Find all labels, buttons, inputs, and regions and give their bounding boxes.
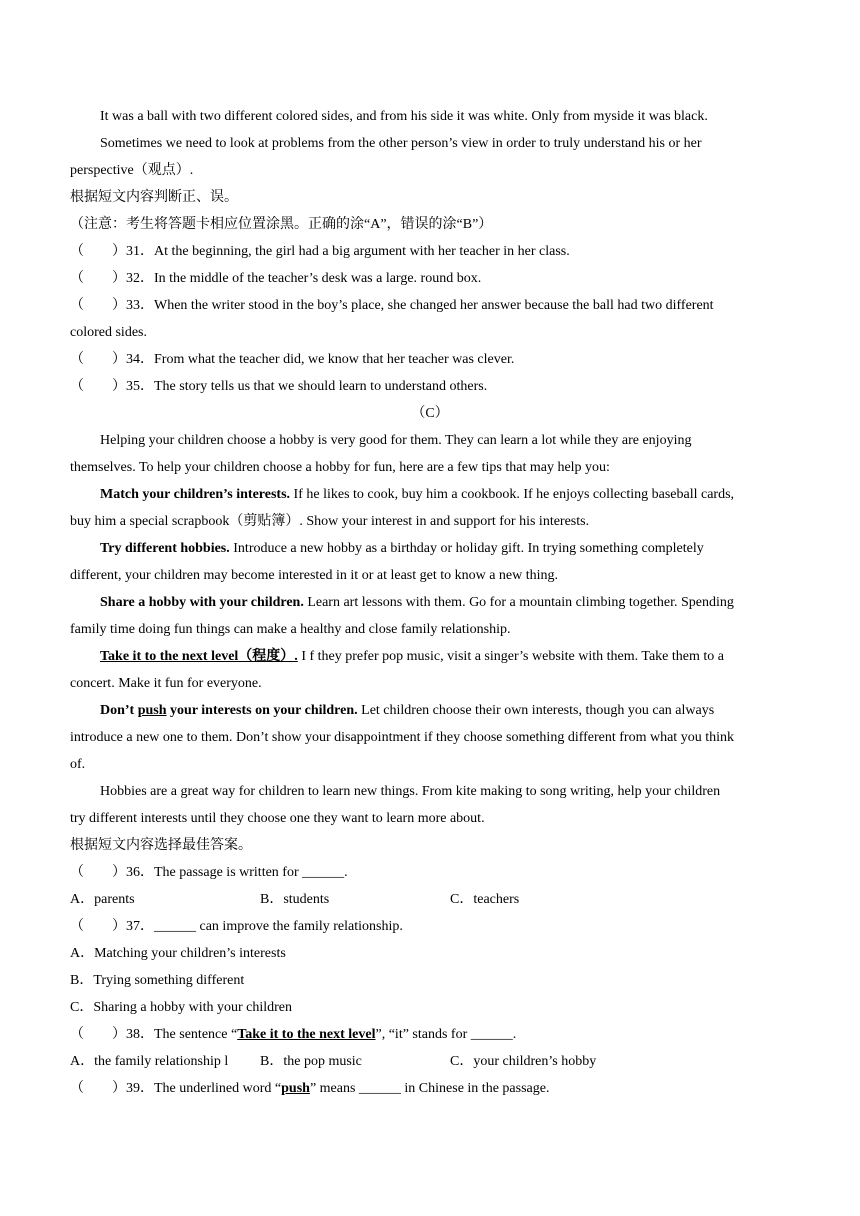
option-a: A．the family relationship l [70, 1054, 229, 1069]
option-a: A．parents [70, 892, 135, 907]
question-number: 39． [126, 1081, 154, 1096]
question-number: 31． [126, 244, 154, 259]
passage-c-heading: （C） [411, 406, 449, 421]
question-number: 35． [126, 379, 154, 394]
quoted-word: push [281, 1081, 310, 1096]
question-text: In the middle of the teacher’s desk was a large. round box. [154, 271, 482, 286]
tip-3-line-2: family time doing fun things can make a healthy and close family relationship. [70, 622, 511, 637]
answer-blank: （ ） [70, 352, 126, 367]
question-text: At the beginning, the girl had a big argument with her teacher in her class. [154, 244, 570, 259]
tip-3-line-1 [100, 594, 792, 612]
question-text-pre: The sentence “ [154, 1027, 238, 1042]
tip-5-line-1 [100, 702, 792, 720]
section-b-note: （注意：考生将答题卡相应位置涂黑。正确的涂“A”，错误的涂“B”） [70, 217, 493, 232]
tip-2-text: Introduce a new hobby as a birthday or holiday gift. In trying something completely [229, 541, 704, 556]
section-c-instruction: 根据短文内容选择最佳答案。 [70, 838, 252, 853]
tip-3-text: Learn art lessons with them. Go for a mountain climbing together. Spending [303, 595, 734, 610]
question-number: 33． [126, 298, 154, 313]
option-b: B．Trying something different [70, 973, 245, 988]
question-33 [70, 297, 792, 315]
tip-4-heading: Take it to the next level（程度）. [100, 649, 298, 664]
option-c: C．your children’s hobby [450, 1054, 597, 1069]
tip-5-text: Let children choose their own interests, though you can always [357, 703, 715, 718]
question-text-post: ” means ______ in Chinese in the passage. [309, 1081, 550, 1096]
option-a: A．Matching your children’s interests [70, 946, 286, 961]
tip-4-text: I f they prefer pop music, visit a singer’s website with them. Take them to a [297, 649, 724, 664]
tip-2-line-1 [100, 540, 792, 558]
quoted-sentence: Take it to the next level [237, 1027, 376, 1042]
question-text: The passage is written for ______. [154, 865, 348, 880]
question-text-pre: The underlined word “ [154, 1081, 282, 1096]
question-text-post: ”, “it” stands for ______. [375, 1027, 517, 1042]
answer-blank: （ ） [70, 379, 126, 394]
question-38 [70, 1026, 792, 1044]
option-c: C．Sharing a hobby with your children [70, 1000, 293, 1015]
answer-blank: （ ） [70, 1027, 126, 1042]
question-32 [70, 270, 792, 288]
answer-blank: （ ） [70, 919, 126, 934]
tip-1-text: If he likes to cook, buy him a cookbook. If he enjoys collecting baseball cards, [290, 487, 735, 502]
tip-5-heading-part-1: Don’t [100, 703, 138, 718]
question-37 [70, 918, 792, 936]
question-39 [70, 1080, 792, 1098]
question-35 [70, 378, 792, 396]
conclusion-line-1: Hobbies are a great way for children to learn new things. From kite making to song writing, help your children [100, 784, 721, 799]
answer-blank: （ ） [70, 271, 126, 286]
question-33-continuation: colored sides. [70, 325, 147, 340]
tip-5-line-2: introduce a new one to them. Don’t show your disappointment if they choose something different from what you think [70, 730, 734, 745]
answer-blank: （ ） [70, 1081, 126, 1096]
tip-2-line-2: different, your children may become interested in it or at least get to know a new thing. [70, 568, 559, 583]
passage-b-paragraph-1: It was a ball with two different colored sides, and from his side it was white. Only from myside it was black. [100, 109, 708, 124]
tip-5-heading-part-2: your interests on your children. [166, 703, 358, 718]
tip-4-line-2: concert. Make it fun for everyone. [70, 676, 262, 691]
passage-c-intro-line-1: Helping your children choose a hobby is very good for them. They can learn a lot while they are enjoying [100, 433, 692, 448]
tip-1-heading: Match your children’s interests. [100, 487, 291, 502]
section-b-instruction: 根据短文内容判断正、误。 [70, 190, 238, 205]
option-c: C．teachers [450, 892, 520, 907]
question-number: 34． [126, 352, 154, 367]
answer-blank: （ ） [70, 244, 126, 259]
question-text: The story tells us that we should learn to understand others. [154, 379, 488, 394]
passage-b-paragraph-2-line-1: Sometimes we need to look at problems from the other person’s view in order to truly understand his or her [100, 136, 702, 151]
tip-1-line-2: buy him a special scrapbook（剪贴簿）. Show your interest in and support for his interests. [70, 514, 590, 529]
option-b: B．students [260, 892, 330, 907]
tip-3-heading: Share a hobby with your children. [100, 595, 304, 610]
question-number: 32． [126, 271, 154, 286]
question-34 [70, 351, 792, 369]
question-number: 38． [126, 1027, 154, 1042]
passage-c-intro-line-2: themselves. To help your children choose a hobby for fun, here are a few tips that may help you: [70, 460, 610, 475]
question-36-options [70, 891, 792, 909]
tip-5-line-3: of. [70, 757, 86, 772]
question-36 [70, 864, 792, 882]
question-text: From what the teacher did, we know that her teacher was clever. [154, 352, 515, 367]
answer-blank: （ ） [70, 865, 126, 880]
conclusion-line-2: try different interests until they choose one they want to learn more about. [70, 811, 485, 826]
option-b: B．the pop music [260, 1054, 362, 1069]
question-text: ______ can improve the family relationship. [154, 919, 403, 934]
tip-2-heading: Try different hobbies. [100, 541, 230, 556]
answer-blank: （ ） [70, 298, 126, 313]
question-number: 37． [126, 919, 154, 934]
tip-4-line-1 [100, 648, 792, 666]
question-31 [70, 243, 792, 261]
question-number: 36． [126, 865, 154, 880]
question-38-options [70, 1053, 792, 1071]
tip-1-line-1 [100, 486, 792, 504]
passage-b-paragraph-2-line-2: perspective（观点）. [70, 163, 194, 178]
question-text: When the writer stood in the boy’s place, she changed her answer because the ball had two different [154, 298, 714, 313]
underlined-word-push: push [137, 703, 167, 718]
